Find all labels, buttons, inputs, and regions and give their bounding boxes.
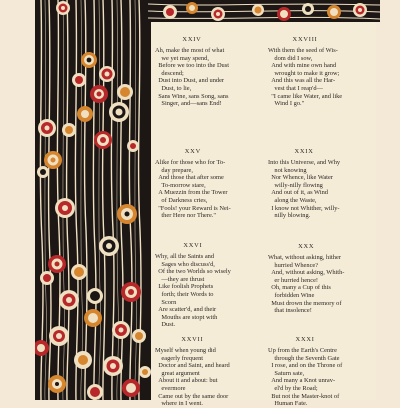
floral-illustration-left	[35, 0, 151, 400]
stanza-number: XXVII	[181, 336, 204, 343]
stanza-text: With them the seed of Wis- dom did I sow, And with mine own hand wrought to make it grow; And this was all the Har- vest that I reap'd— "I came like Water, and like Wind I go."	[268, 47, 343, 108]
decorative-top-border	[148, 0, 380, 22]
stanza-number: XXV	[184, 148, 201, 155]
stanza-number: XXVIII	[292, 36, 318, 43]
stanza	[155, 242, 231, 329]
stanza-text: Ah, make the most of what we yet may spend, Before we too into the Dust descend; Dust into Dust, and under Dust, to lie, Sans Wine, sans Song, sans Singer, and—sans End!	[155, 47, 230, 108]
stanza-text: Why, all the Saints and Sages who discuss'd, Of the two Worlds so wisely —they are thrust Like foolish Prophets forth; their Words to Scorn Are scatter'd, and their Mouths are stopt with Dust.	[155, 253, 231, 329]
stanza	[268, 243, 344, 315]
stanza-number: XXIX	[294, 148, 314, 155]
decorative-left-border	[35, 0, 151, 400]
stanza	[268, 336, 342, 408]
stanza-number: XXVI	[183, 242, 203, 249]
stanza-number: XXIV	[182, 36, 202, 43]
stanza-text: What, without asking, hither hurried Whence? And, without asking, Whith- er hurried hence! Oh, many a Cup of this forbidden Wine Must drown the memory of that insolence!	[268, 254, 345, 315]
stanza-text: Myself when young did eagerly frequent Doctor and Saint, and heard great argument About it and about: but evermore Came out by the same door where in I went.	[155, 347, 230, 408]
stanza	[268, 36, 342, 108]
stanza	[155, 336, 230, 408]
stanza-text: Alike for those who for To- day prepare, And those that after some To-morrow stare, A Muezzin from the Tower of Darkness cries, "Fools! your Reward is Nei- ther Here nor There."	[155, 159, 231, 220]
stanza-number: XXXI	[295, 336, 315, 343]
stanza	[268, 148, 340, 220]
stanza-text: Up from the Earth's Centre through the Seventh Gate I rose, and on the Throne of Saturn sate, And many a Knot unrav- el'd by the Road; But not the Master-knot of Human Fate.	[268, 347, 343, 408]
stanza	[155, 148, 231, 220]
verse-panel	[151, 22, 376, 408]
floral-illustration-top	[148, 0, 380, 22]
stanza-text: Into this Universe, and Why not knowing Nor Whence, like Water willy-nilly flowing And out of it, as Wind along the Waste, I know not Whither, willy- nilly blowing.	[268, 159, 341, 220]
stanza	[155, 36, 229, 108]
stanza-number: XXX	[298, 243, 315, 250]
